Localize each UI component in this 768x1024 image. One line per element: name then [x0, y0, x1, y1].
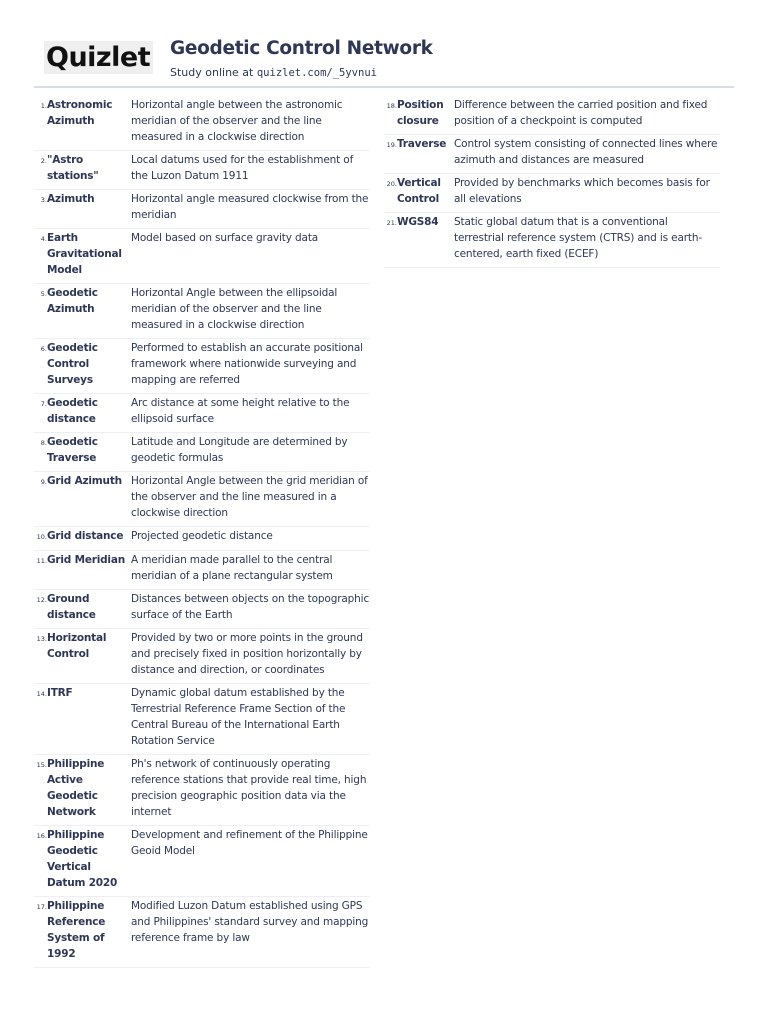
page-header: [34, 34, 734, 86]
term-definition: Distances between objects on the topographic surface of the Earth: [131, 593, 370, 621]
term-name: Traverse: [397, 138, 447, 150]
subtitle-prefix: Study online at: [170, 66, 257, 79]
term-number: 8.: [40, 439, 47, 447]
term-row: [34, 527, 370, 551]
term-row: [34, 684, 370, 755]
term-definition: Static global datum that is a conventional terrestrial reference system (CTRS) and is earth-centered, earth fixed (ECEF): [454, 216, 703, 260]
term-row: [34, 897, 370, 968]
term-number: 21.: [386, 219, 397, 227]
term-row: [34, 433, 370, 472]
term-definition: Horizontal Angle between the grid meridian of the observer and the line measured in a clockwise direction: [131, 475, 368, 519]
term-row: [384, 213, 720, 268]
term-row: [34, 394, 370, 433]
term-number: 18.: [386, 102, 397, 110]
term-row: [34, 96, 370, 151]
term-definition: A meridian made parallel to the central meridian of a plane rectangular system: [131, 554, 333, 582]
term-name: Azimuth: [47, 193, 95, 205]
term-name: "Astro stations": [47, 154, 99, 182]
term-definition: Provided by benchmarks which becomes basis for all elevations: [454, 177, 710, 205]
term-number: 20.: [386, 180, 397, 188]
term-row: [34, 284, 370, 339]
term-definition: Control system consisting of connected lines where azimuth and distances are measured: [454, 138, 718, 166]
term-definition: Dynamic global datum established by the Terrestrial Reference Frame Section of the Central Bureau of the International Earth Rotation Service: [131, 687, 346, 747]
term-definition: Difference between the carried position and fixed position of a checkpoint is computed: [454, 99, 708, 127]
page-title: Geodetic Control Network: [170, 38, 433, 59]
term-row: [34, 755, 370, 826]
study-url-link[interactable]: quizlet.com/_5yvnui: [256, 67, 377, 79]
term-definition: Horizontal angle between the astronomic meridian of the observer and the line measured in a clockwise direction: [131, 99, 343, 143]
term-definition: Latitude and Longitude are determined by geodetic formulas: [131, 436, 348, 464]
term-name: ITRF: [47, 687, 73, 699]
term-row: [34, 151, 370, 190]
term-definition: Ph's network of continuously operating reference stations that provide real time, high precision geographic position data via the internet: [131, 758, 367, 818]
term-name: Geodetic distance: [47, 397, 98, 425]
term-name: Grid Azimuth: [47, 475, 122, 487]
term-number: 14.: [36, 690, 47, 698]
term-name: Geodetic Control Surveys: [47, 342, 98, 386]
term-name: Vertical Control: [397, 177, 441, 205]
term-definition: Provided by two or more points in the ground and precisely fixed in position horizontally by distance and direction, or coordinates: [131, 632, 363, 676]
term-name: Grid Meridian: [47, 554, 125, 566]
term-definition: Local datums used for the establishment of the Luzon Datum 1911: [131, 154, 354, 182]
term-name: Position closure: [397, 99, 444, 127]
term-name: WGS84: [397, 216, 439, 228]
header-divider: [34, 86, 734, 88]
page-subtitle: [170, 66, 377, 79]
term-name: Geodetic Azimuth: [47, 287, 98, 315]
term-row: [34, 472, 370, 527]
term-number: 10.: [36, 533, 47, 541]
term-row: [34, 551, 370, 590]
term-number: 1.: [40, 102, 47, 110]
term-row: [34, 590, 370, 629]
term-name: Astronomic Azimuth: [47, 99, 113, 127]
term-row: [34, 826, 370, 897]
term-name: Philippine Active Geodetic Network: [47, 758, 105, 818]
term-number: 4.: [40, 235, 47, 243]
term-number: 11.: [36, 557, 47, 565]
term-name: Earth Gravitational Model: [47, 232, 122, 276]
terms-column-left: [34, 96, 370, 968]
term-number: 13.: [36, 635, 47, 643]
term-definition: Horizontal angle measured clockwise from the meridian: [131, 193, 369, 221]
term-number: 16.: [36, 832, 47, 840]
term-row: [384, 174, 720, 213]
term-name: Horizontal Control: [47, 632, 107, 660]
term-row: [384, 135, 720, 174]
term-name: Grid distance: [47, 530, 124, 542]
term-row: [34, 629, 370, 684]
term-number: 7.: [40, 400, 47, 408]
term-name: Ground distance: [47, 593, 96, 621]
term-number: 15.: [36, 761, 47, 769]
term-row: [384, 96, 720, 135]
term-definition: Projected geodetic distance: [131, 530, 273, 542]
term-definition: Performed to establish an accurate positional framework where nationwide surveying and mapping are referred: [131, 342, 363, 386]
term-definition: Arc distance at some height relative to the ellipsoid surface: [131, 397, 350, 425]
term-name: Philippine Geodetic Vertical Datum 2020: [47, 829, 118, 889]
term-row: [34, 190, 370, 229]
term-number: 2.: [40, 157, 47, 165]
term-row: [34, 339, 370, 394]
term-number: 6.: [40, 345, 47, 353]
term-number: 5.: [40, 290, 47, 298]
terms-column-right: [384, 96, 720, 268]
term-number: 17.: [36, 903, 47, 911]
term-name: Philippine Reference System of 1992: [47, 900, 106, 960]
term-number: 9.: [40, 478, 47, 486]
term-definition: Modified Luzon Datum established using GPS and Philippines' standard survey and mapping reference frame by law: [131, 900, 369, 944]
term-number: 19.: [386, 141, 397, 149]
term-name: Geodetic Traverse: [47, 436, 98, 464]
term-number: 3.: [40, 196, 47, 204]
term-definition: Horizontal Angle between the ellipsoidal meridian of the observer and the line measured in a clockwise direction: [131, 287, 338, 331]
term-number: 12.: [36, 596, 47, 604]
term-row: [34, 229, 370, 284]
term-definition: Model based on surface gravity data: [131, 232, 319, 244]
term-definition: Development and refinement of the Philippine Geoid Model: [131, 829, 368, 857]
quizlet-logo: Quizlet: [44, 41, 153, 74]
